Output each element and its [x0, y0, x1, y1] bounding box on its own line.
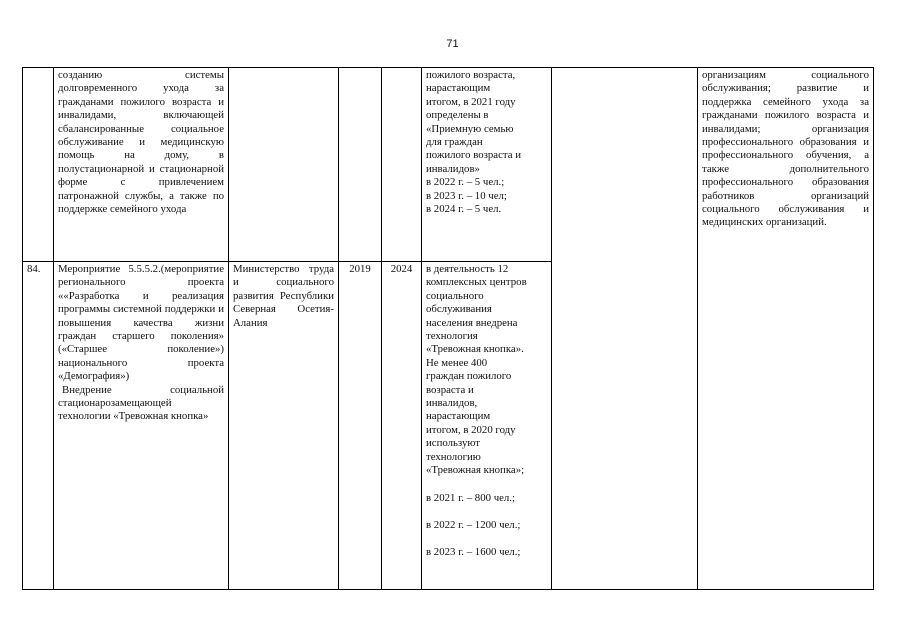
row-number-cell: 84. [23, 262, 54, 590]
result-line: инвалидов» [426, 162, 480, 175]
result-line: в 2023 г. – 10 чел; [426, 189, 507, 202]
result-line: «Тревожная кнопка»; [426, 464, 525, 477]
result-line: населения внедрена [426, 316, 518, 329]
result-year-line: в 2021 г. – 800 чел.; [426, 491, 516, 504]
result-line: нарастающим [426, 410, 491, 423]
result-line: технология [426, 330, 478, 343]
result-year-line: в 2022 г. – 1200 чел.; [426, 518, 521, 531]
measure-description: Внедрение социальной стационарозамещающей технологии «Тревожная кнопка» [58, 383, 224, 423]
result-line: инвалидов, [426, 397, 478, 410]
end-year-cell: 2024 [382, 262, 422, 590]
executor-cell-empty [229, 68, 339, 262]
measure-cell: созданию системы долговременного ухода за гражданами пожилого возраста и инвалидами, включающей сбалансированные социальное обслуживание и медицинскую помощь на дому, в полустационарной и стационарной форме с привлечением патронажной службы, а также по поддержке семейного ухода [54, 68, 229, 262]
row-number-cell-empty [23, 68, 54, 262]
result-line: используют [426, 437, 480, 450]
result-line: определены в [426, 109, 489, 122]
result-line: «Приемную семью [426, 122, 514, 135]
result-line: граждан пожилого [426, 370, 512, 383]
result-cell [422, 68, 552, 262]
result-line: «Тревожная кнопка». [426, 343, 524, 356]
end-year-cell-empty [382, 68, 422, 262]
result-line: в деятельность 12 [426, 263, 509, 275]
result-line: итогом, в 2021 году [426, 95, 516, 108]
measures-table [22, 67, 874, 590]
start-year-cell-empty [339, 68, 382, 262]
measure-title: Мероприятие 5.5.5.2.(мероприятие регионального проекта ««Разработка и реализация программы системной поддержки и повышения качества жизни граждан старшего поколения» («Старшее поколение») национального проекта «Демография») [58, 263, 224, 383]
result-line: итогом, в 2020 году [426, 423, 516, 436]
executor-cell: Министерство труда и социального развития Республики Северная Осетия-Алания [229, 262, 339, 590]
result-line: в 2022 г. – 5 чел.; [426, 176, 505, 189]
result-cell [422, 262, 552, 590]
result-line: в 2024 г. – 5 чел. [426, 203, 502, 216]
result-line: технологию [426, 450, 481, 463]
page-number: 71 [446, 38, 459, 50]
result-line: пожилого возраста и [426, 149, 521, 162]
result-line: для граждан [426, 136, 483, 149]
result-line: Не менее 400 [426, 356, 488, 369]
result-line: социального [426, 289, 484, 302]
result-line: обслуживания [426, 303, 492, 316]
start-year-cell: 2019 [339, 262, 382, 590]
result-year-line: в 2023 г. – 1600 чел.; [426, 546, 521, 559]
table-row-continued [23, 68, 874, 262]
result-line: возраста и [426, 383, 474, 396]
result-line: пожилого возраста, [426, 69, 516, 81]
result-line: нарастающим [426, 82, 491, 95]
tasks-cell: организациям социального обслуживания; развитие и поддержка семейного ухода за гражданами пожилого возраста и инвалидами; организация профессионального образования и профессионального обучения, а также дополнительного профессионального образования работников организаций социального обслуживания и медицинских организаций. [698, 68, 874, 590]
result-line: комплексных центров [426, 276, 527, 289]
measure-cell [54, 262, 229, 590]
blank-column-cell [552, 68, 698, 590]
